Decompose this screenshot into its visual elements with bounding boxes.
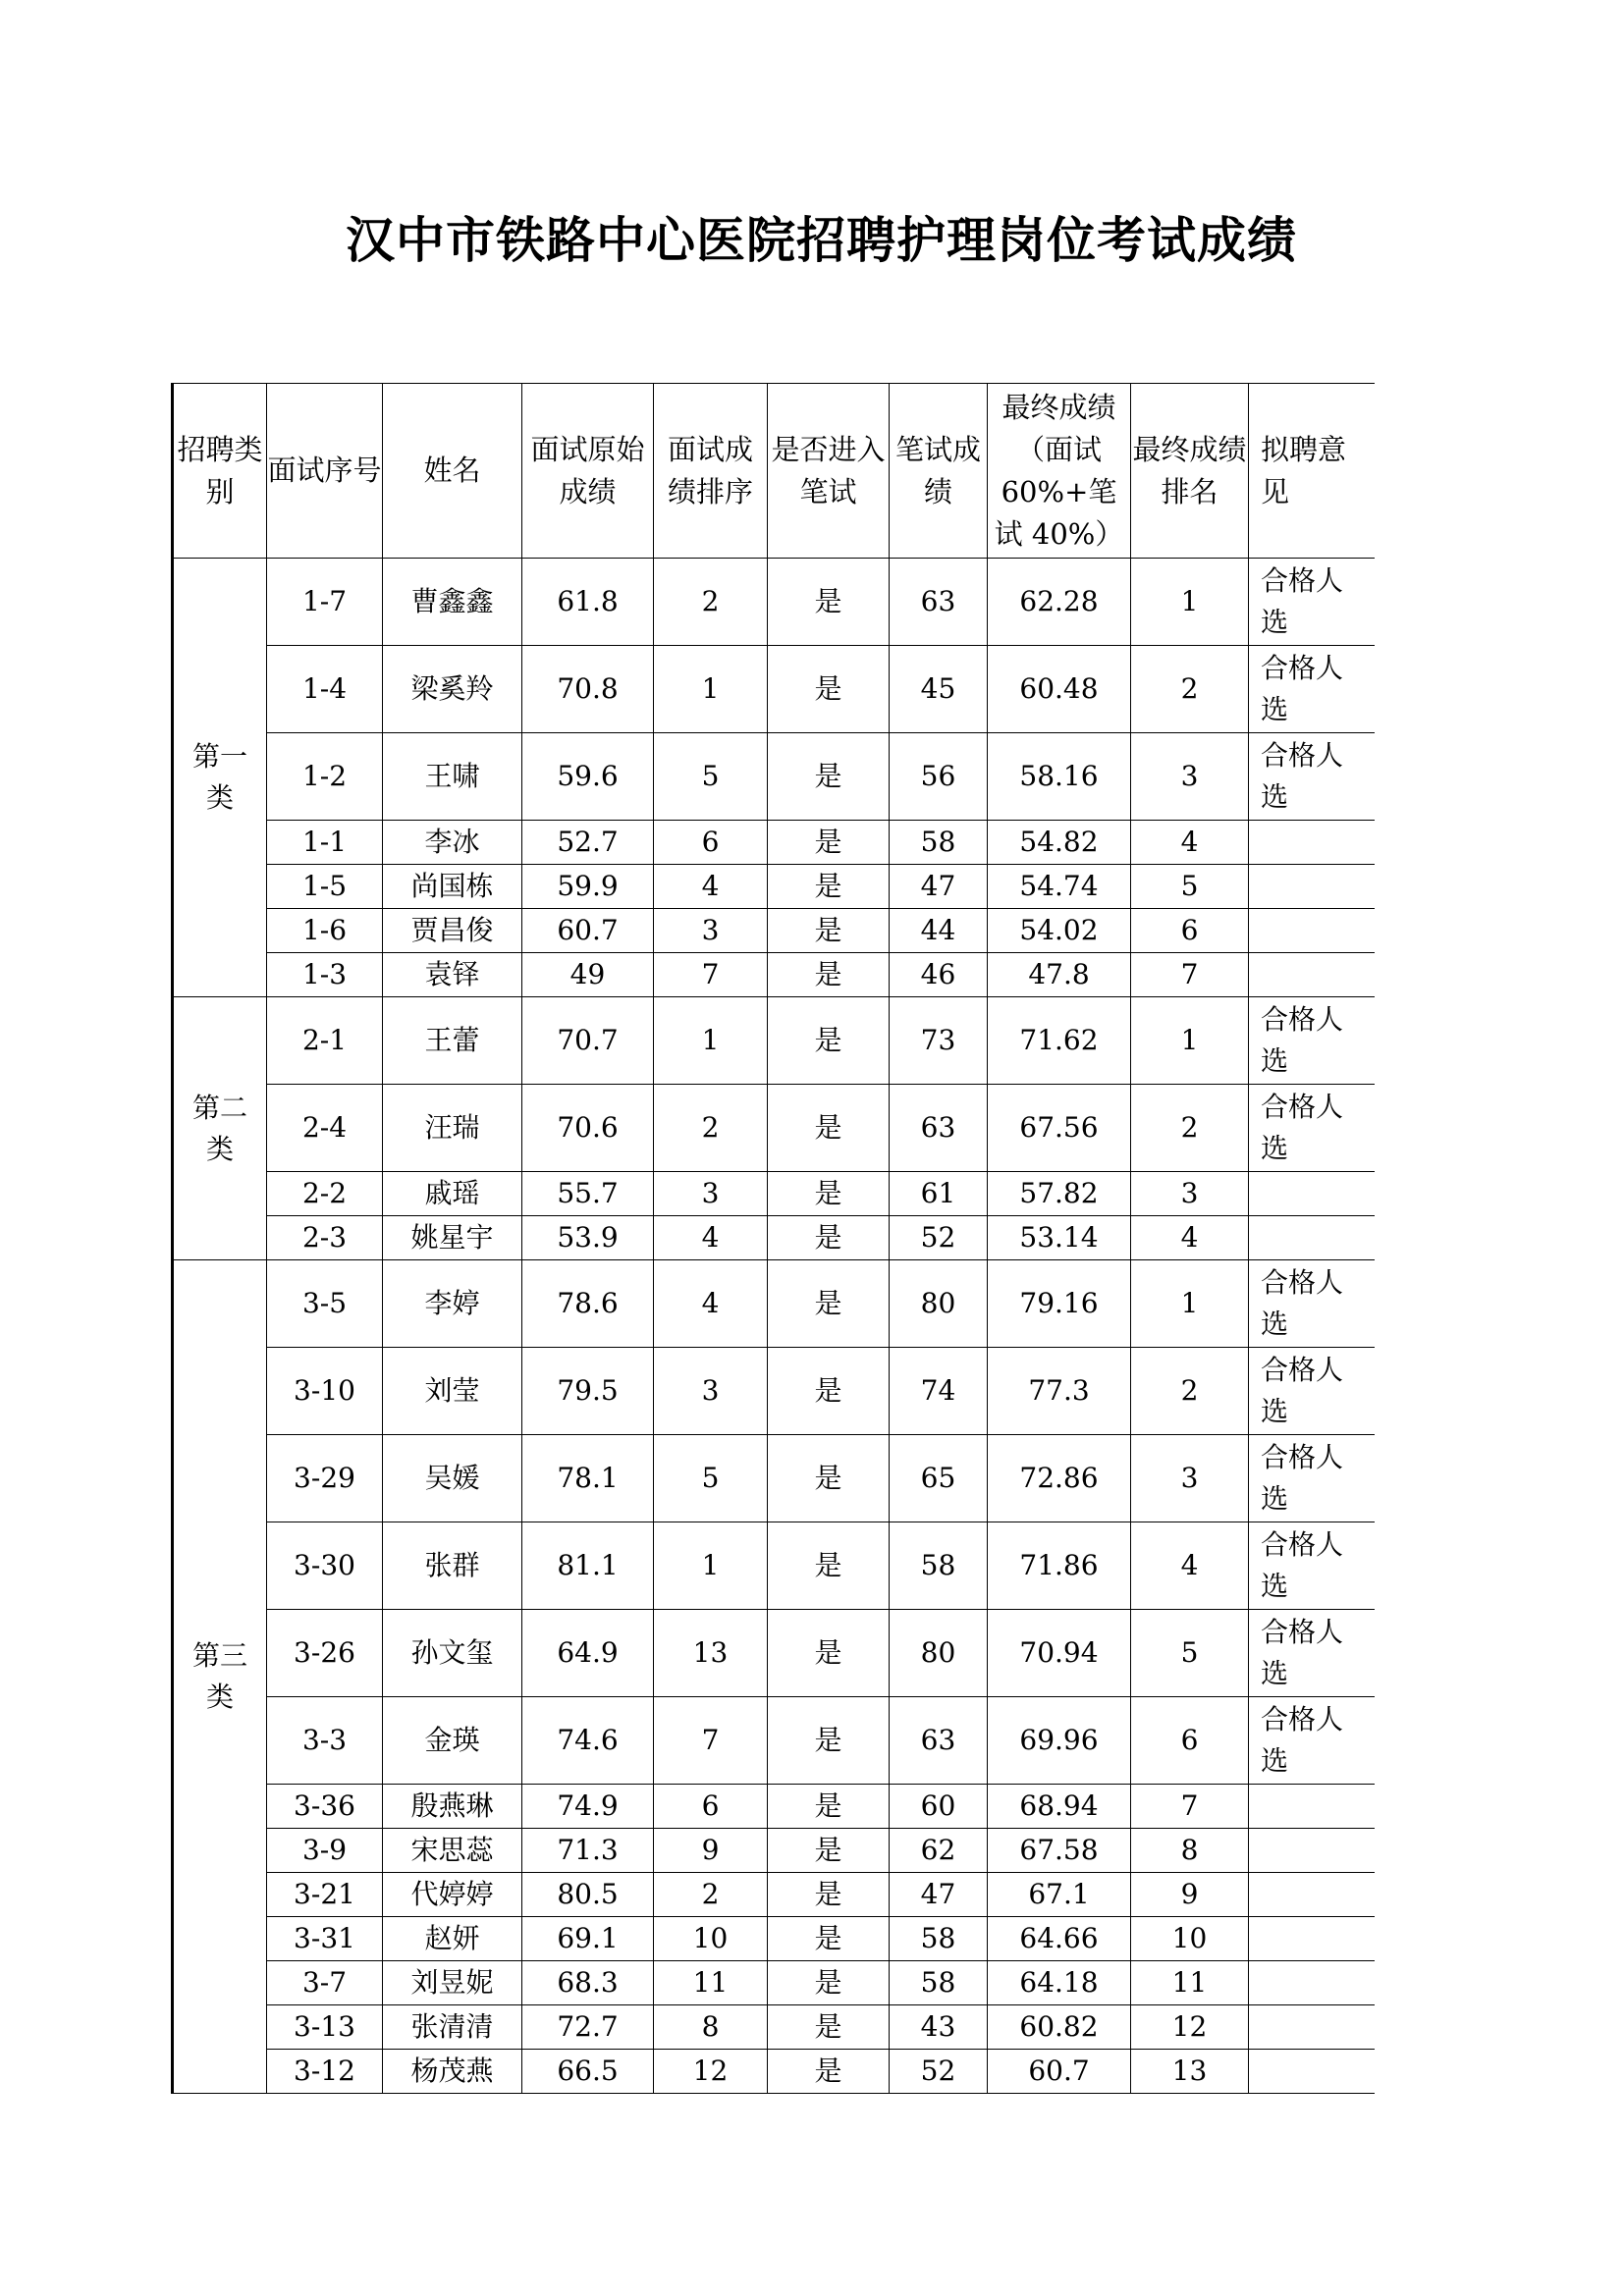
- cell-interview-rank: 6: [654, 1785, 768, 1829]
- cell-final-score: 77.3: [988, 1348, 1131, 1435]
- cell-final-rank: 6: [1131, 909, 1249, 953]
- cell-final-rank: 6: [1131, 1697, 1249, 1785]
- table-row: [173, 559, 1375, 646]
- header-final-rank: 最终成绩排名: [1131, 384, 1249, 559]
- cell-written-entry: 是: [768, 1829, 890, 1873]
- cell-final-rank: 1: [1131, 1260, 1249, 1348]
- cell-written-entry: 是: [768, 909, 890, 953]
- cell-written-entry: 是: [768, 646, 890, 733]
- cell-final-rank: 1: [1131, 559, 1249, 646]
- cell-name: 曹鑫鑫: [383, 559, 522, 646]
- cell-final-score: 57.82: [988, 1172, 1131, 1216]
- cell-raw-score: 70.6: [522, 1085, 654, 1172]
- cell-final-score: 71.86: [988, 1522, 1131, 1610]
- cell-interview-rank: 10: [654, 1917, 768, 1961]
- cell-final-score: 54.02: [988, 909, 1131, 953]
- cell-raw-score: 55.7: [522, 1172, 654, 1216]
- cell-final-score: 54.74: [988, 865, 1131, 909]
- cell-seq: 3-3: [267, 1697, 383, 1785]
- cell-opinion: [1249, 909, 1375, 953]
- cell-seq: 1-1: [267, 821, 383, 865]
- cell-written-entry: 是: [768, 997, 890, 1085]
- cell-written-score: 62: [890, 1829, 988, 1873]
- cell-final-score: 60.48: [988, 646, 1131, 733]
- cell-opinion: 合格人选: [1249, 1697, 1375, 1785]
- cell-final-rank: 2: [1131, 1348, 1249, 1435]
- cell-written-entry: 是: [768, 2005, 890, 2050]
- cell-name: 戚瑶: [383, 1172, 522, 1216]
- cell-opinion: [1249, 1873, 1375, 1917]
- cell-raw-score: 68.3: [522, 1961, 654, 2005]
- cell-raw-score: 80.5: [522, 1873, 654, 1917]
- cell-final-score: 60.82: [988, 2005, 1131, 2050]
- cell-written-score: 45: [890, 646, 988, 733]
- cell-written-entry: 是: [768, 1216, 890, 1260]
- cell-final-score: 68.94: [988, 1785, 1131, 1829]
- cell-opinion: 合格人选: [1249, 1522, 1375, 1610]
- table-row: [173, 733, 1375, 821]
- cell-name: 李婷: [383, 1260, 522, 1348]
- cell-seq: 2-3: [267, 1216, 383, 1260]
- cell-seq: 3-21: [267, 1873, 383, 1917]
- cell-interview-rank: 7: [654, 1697, 768, 1785]
- cell-opinion: 合格人选: [1249, 646, 1375, 733]
- cell-written-score: 58: [890, 1961, 988, 2005]
- cell-written-score: 60: [890, 1785, 988, 1829]
- cell-interview-rank: 6: [654, 821, 768, 865]
- cell-raw-score: 59.6: [522, 733, 654, 821]
- cell-final-score: 47.8: [988, 953, 1131, 997]
- cell-final-rank: 3: [1131, 1435, 1249, 1522]
- cell-raw-score: 79.5: [522, 1348, 654, 1435]
- group-label: 第三类: [173, 1260, 267, 2094]
- cell-interview-rank: 5: [654, 1435, 768, 1522]
- cell-seq: 3-5: [267, 1260, 383, 1348]
- cell-opinion: 合格人选: [1249, 1610, 1375, 1697]
- group-label: 第一类: [173, 559, 267, 997]
- cell-written-entry: 是: [768, 1172, 890, 1216]
- header-final-score: 最终成绩（面试60%+笔试 40%）: [988, 384, 1131, 559]
- scores-table: [171, 383, 1375, 2094]
- cell-opinion: 合格人选: [1249, 559, 1375, 646]
- cell-opinion: 合格人选: [1249, 1348, 1375, 1435]
- cell-written-entry: 是: [768, 559, 890, 646]
- cell-written-entry: 是: [768, 1917, 890, 1961]
- cell-final-rank: 4: [1131, 1522, 1249, 1610]
- cell-final-score: 67.58: [988, 1829, 1131, 1873]
- cell-written-entry: 是: [768, 1085, 890, 1172]
- cell-raw-score: 61.8: [522, 559, 654, 646]
- cell-name: 袁铎: [383, 953, 522, 997]
- cell-interview-rank: 4: [654, 1216, 768, 1260]
- cell-written-entry: 是: [768, 1260, 890, 1348]
- cell-seq: 1-3: [267, 953, 383, 997]
- cell-written-entry: 是: [768, 865, 890, 909]
- cell-final-score: 60.7: [988, 2050, 1131, 2094]
- cell-opinion: 合格人选: [1249, 1435, 1375, 1522]
- header-opinion: 拟聘意见: [1249, 384, 1375, 559]
- cell-raw-score: 53.9: [522, 1216, 654, 1260]
- table-row: [173, 1085, 1375, 1172]
- cell-opinion: [1249, 1172, 1375, 1216]
- cell-written-score: 52: [890, 2050, 988, 2094]
- cell-name: 贾昌俊: [383, 909, 522, 953]
- cell-raw-score: 70.8: [522, 646, 654, 733]
- cell-final-rank: 4: [1131, 821, 1249, 865]
- cell-seq: 3-12: [267, 2050, 383, 2094]
- cell-written-score: 65: [890, 1435, 988, 1522]
- table-row: [173, 1873, 1375, 1917]
- header-seq: 面试序号: [267, 384, 383, 559]
- cell-written-score: 73: [890, 997, 988, 1085]
- cell-seq: 3-31: [267, 1917, 383, 1961]
- cell-opinion: [1249, 2005, 1375, 2050]
- cell-seq: 1-6: [267, 909, 383, 953]
- table-row: [173, 1435, 1375, 1522]
- cell-seq: 3-30: [267, 1522, 383, 1610]
- table-row: [173, 1172, 1375, 1216]
- cell-seq: 1-5: [267, 865, 383, 909]
- cell-seq: 3-13: [267, 2005, 383, 2050]
- cell-interview-rank: 7: [654, 953, 768, 997]
- cell-final-score: 58.16: [988, 733, 1131, 821]
- cell-opinion: [1249, 1917, 1375, 1961]
- cell-final-score: 70.94: [988, 1610, 1131, 1697]
- cell-final-score: 64.66: [988, 1917, 1131, 1961]
- cell-written-entry: 是: [768, 1697, 890, 1785]
- table-row: [173, 865, 1375, 909]
- cell-raw-score: 70.7: [522, 997, 654, 1085]
- cell-written-entry: 是: [768, 1348, 890, 1435]
- cell-name: 梁奚羚: [383, 646, 522, 733]
- cell-name: 尚国栋: [383, 865, 522, 909]
- cell-raw-score: 71.3: [522, 1829, 654, 1873]
- cell-seq: 3-7: [267, 1961, 383, 2005]
- header-name: 姓名: [383, 384, 522, 559]
- cell-final-rank: 4: [1131, 1216, 1249, 1260]
- header-category: 招聘类别: [173, 384, 267, 559]
- cell-written-entry: 是: [768, 821, 890, 865]
- cell-interview-rank: 4: [654, 1260, 768, 1348]
- cell-final-rank: 11: [1131, 1961, 1249, 2005]
- cell-raw-score: 66.5: [522, 2050, 654, 2094]
- cell-opinion: [1249, 1216, 1375, 1260]
- cell-written-entry: 是: [768, 2050, 890, 2094]
- cell-final-rank: 9: [1131, 1873, 1249, 1917]
- cell-opinion: 合格人选: [1249, 997, 1375, 1085]
- cell-raw-score: 64.9: [522, 1610, 654, 1697]
- cell-final-rank: 3: [1131, 1172, 1249, 1216]
- cell-interview-rank: 1: [654, 1522, 768, 1610]
- cell-written-score: 80: [890, 1610, 988, 1697]
- cell-written-score: 58: [890, 821, 988, 865]
- cell-raw-score: 81.1: [522, 1522, 654, 1610]
- cell-interview-rank: 3: [654, 1348, 768, 1435]
- table-row: [173, 1610, 1375, 1697]
- cell-name: 姚星宇: [383, 1216, 522, 1260]
- cell-written-score: 46: [890, 953, 988, 997]
- cell-raw-score: 52.7: [522, 821, 654, 865]
- cell-name: 殷燕琳: [383, 1785, 522, 1829]
- cell-written-score: 61: [890, 1172, 988, 1216]
- cell-written-entry: 是: [768, 1961, 890, 2005]
- cell-final-score: 72.86: [988, 1435, 1131, 1522]
- cell-written-score: 47: [890, 1873, 988, 1917]
- cell-name: 汪瑞: [383, 1085, 522, 1172]
- cell-final-rank: 12: [1131, 2005, 1249, 2050]
- cell-written-score: 80: [890, 1260, 988, 1348]
- cell-interview-rank: 11: [654, 1961, 768, 2005]
- cell-written-score: 52: [890, 1216, 988, 1260]
- cell-opinion: [1249, 2050, 1375, 2094]
- table-row: [173, 646, 1375, 733]
- cell-opinion: [1249, 865, 1375, 909]
- cell-raw-score: 60.7: [522, 909, 654, 953]
- cell-written-entry: 是: [768, 1522, 890, 1610]
- cell-name: 赵妍: [383, 1917, 522, 1961]
- table-row: [173, 1829, 1375, 1873]
- cell-written-score: 74: [890, 1348, 988, 1435]
- cell-final-rank: 1: [1131, 997, 1249, 1085]
- cell-seq: 3-10: [267, 1348, 383, 1435]
- cell-raw-score: 74.9: [522, 1785, 654, 1829]
- cell-interview-rank: 2: [654, 1085, 768, 1172]
- cell-seq: 3-26: [267, 1610, 383, 1697]
- cell-name: 王啸: [383, 733, 522, 821]
- cell-name: 孙文玺: [383, 1610, 522, 1697]
- cell-opinion: [1249, 953, 1375, 997]
- cell-final-score: 71.62: [988, 997, 1131, 1085]
- cell-written-score: 63: [890, 559, 988, 646]
- cell-seq: 1-2: [267, 733, 383, 821]
- cell-interview-rank: 4: [654, 865, 768, 909]
- group-label: 第二类: [173, 997, 267, 1260]
- cell-opinion: [1249, 1829, 1375, 1873]
- cell-final-rank: 2: [1131, 646, 1249, 733]
- table-row: [173, 1697, 1375, 1785]
- cell-written-score: 63: [890, 1697, 988, 1785]
- cell-interview-rank: 3: [654, 1172, 768, 1216]
- cell-written-entry: 是: [768, 733, 890, 821]
- cell-written-score: 58: [890, 1917, 988, 1961]
- cell-written-score: 43: [890, 2005, 988, 2050]
- page-title: 汉中市铁路中心医院招聘护理岗位考试成绩: [346, 212, 1297, 269]
- cell-interview-rank: 2: [654, 1873, 768, 1917]
- table-row: [173, 1917, 1375, 1961]
- cell-opinion: 合格人选: [1249, 1085, 1375, 1172]
- table-row: [173, 1522, 1375, 1610]
- table-row: [173, 909, 1375, 953]
- cell-final-rank: 3: [1131, 733, 1249, 821]
- cell-final-score: 53.14: [988, 1216, 1131, 1260]
- cell-seq: 3-29: [267, 1435, 383, 1522]
- cell-opinion: [1249, 821, 1375, 865]
- cell-written-entry: 是: [768, 953, 890, 997]
- cell-interview-rank: 9: [654, 1829, 768, 1873]
- cell-name: 李冰: [383, 821, 522, 865]
- table-row: [173, 1348, 1375, 1435]
- cell-name: 王蕾: [383, 997, 522, 1085]
- cell-raw-score: 59.9: [522, 865, 654, 909]
- header-row: [173, 384, 1375, 559]
- cell-name: 张清清: [383, 2005, 522, 2050]
- cell-opinion: [1249, 1961, 1375, 2005]
- cell-final-score: 79.16: [988, 1260, 1131, 1348]
- cell-interview-rank: 3: [654, 909, 768, 953]
- table-row: [173, 997, 1375, 1085]
- cell-opinion: 合格人选: [1249, 1260, 1375, 1348]
- cell-name: 杨茂燕: [383, 2050, 522, 2094]
- cell-interview-rank: 1: [654, 646, 768, 733]
- table-row: [173, 2050, 1375, 2094]
- cell-seq: 3-9: [267, 1829, 383, 1873]
- header-interview-rank: 面试成绩排序: [654, 384, 768, 559]
- cell-seq: 2-1: [267, 997, 383, 1085]
- cell-interview-rank: 13: [654, 1610, 768, 1697]
- table-row: [173, 2005, 1375, 2050]
- cell-final-rank: 10: [1131, 1917, 1249, 1961]
- cell-seq: 2-2: [267, 1172, 383, 1216]
- cell-interview-rank: 12: [654, 2050, 768, 2094]
- cell-final-rank: 13: [1131, 2050, 1249, 2094]
- cell-final-score: 69.96: [988, 1697, 1131, 1785]
- cell-seq: 1-7: [267, 559, 383, 646]
- cell-opinion: [1249, 1785, 1375, 1829]
- cell-name: 刘莹: [383, 1348, 522, 1435]
- cell-written-entry: 是: [768, 1873, 890, 1917]
- cell-written-score: 44: [890, 909, 988, 953]
- cell-seq: 2-4: [267, 1085, 383, 1172]
- cell-seq: 1-4: [267, 646, 383, 733]
- cell-interview-rank: 5: [654, 733, 768, 821]
- cell-final-score: 54.82: [988, 821, 1131, 865]
- table-row: [173, 1785, 1375, 1829]
- cell-written-score: 58: [890, 1522, 988, 1610]
- cell-interview-rank: 1: [654, 997, 768, 1085]
- cell-raw-score: 69.1: [522, 1917, 654, 1961]
- header-written-score: 笔试成绩: [890, 384, 988, 559]
- cell-final-rank: 7: [1131, 1785, 1249, 1829]
- cell-name: 宋思蕊: [383, 1829, 522, 1873]
- cell-name: 吴媛: [383, 1435, 522, 1522]
- cell-written-entry: 是: [768, 1610, 890, 1697]
- cell-final-score: 67.56: [988, 1085, 1131, 1172]
- table-row: [173, 1260, 1375, 1348]
- cell-raw-score: 78.1: [522, 1435, 654, 1522]
- cell-raw-score: 72.7: [522, 2005, 654, 2050]
- cell-raw-score: 74.6: [522, 1697, 654, 1785]
- cell-final-rank: 5: [1131, 1610, 1249, 1697]
- cell-written-entry: 是: [768, 1785, 890, 1829]
- table-row: [173, 953, 1375, 997]
- table-row: [173, 821, 1375, 865]
- cell-interview-rank: 2: [654, 559, 768, 646]
- cell-final-rank: 8: [1131, 1829, 1249, 1873]
- cell-written-score: 47: [890, 865, 988, 909]
- cell-final-score: 67.1: [988, 1873, 1131, 1917]
- table-row: [173, 1961, 1375, 2005]
- cell-name: 张群: [383, 1522, 522, 1610]
- cell-final-rank: 7: [1131, 953, 1249, 997]
- header-written-entry: 是否进入笔试: [768, 384, 890, 559]
- cell-final-score: 62.28: [988, 559, 1131, 646]
- cell-interview-rank: 8: [654, 2005, 768, 2050]
- cell-final-rank: 5: [1131, 865, 1249, 909]
- table-row: [173, 1216, 1375, 1260]
- cell-name: 金瑛: [383, 1697, 522, 1785]
- cell-opinion: 合格人选: [1249, 733, 1375, 821]
- cell-raw-score: 78.6: [522, 1260, 654, 1348]
- cell-written-score: 63: [890, 1085, 988, 1172]
- cell-seq: 3-36: [267, 1785, 383, 1829]
- cell-final-score: 64.18: [988, 1961, 1131, 2005]
- header-raw-score: 面试原始成绩: [522, 384, 654, 559]
- cell-written-score: 56: [890, 733, 988, 821]
- cell-name: 刘昱妮: [383, 1961, 522, 2005]
- cell-raw-score: 49: [522, 953, 654, 997]
- cell-final-rank: 2: [1131, 1085, 1249, 1172]
- cell-name: 代婷婷: [383, 1873, 522, 1917]
- cell-written-entry: 是: [768, 1435, 890, 1522]
